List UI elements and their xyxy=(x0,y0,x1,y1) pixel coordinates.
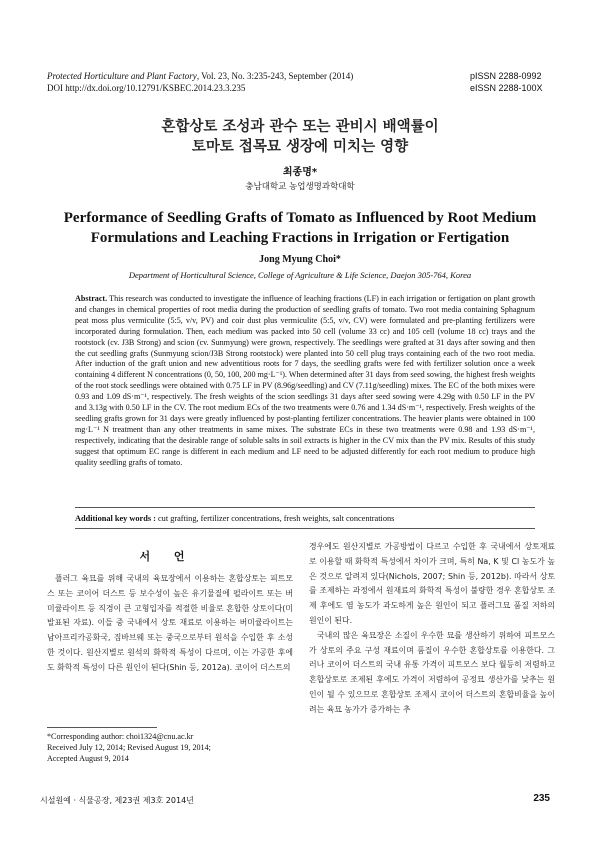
english-author: Jong Myung Choi* xyxy=(259,254,341,265)
english-title-line2: Formulations and Leaching Fractions in Irrigation or Fertigation xyxy=(90,230,510,246)
abstract-rule-top xyxy=(75,507,535,508)
korean-title-line2: 토마토 접목묘 생장에 미치는 영향 xyxy=(191,139,409,155)
korean-title xyxy=(40,117,560,157)
korean-title-line1: 혼합상토 조성과 관수 또는 관비시 배액률이 xyxy=(161,119,439,135)
body-paragraph: 경우에도 원산지별로 가공방법이 다르고 수입한 후 국내에서 상토재료로 이용할 때 화학적 특성에서 차이가 크며, 특히 Na, K 및 Cl 농도가 높은 것으로 알려져 있다(Nichols, 2007; Shin 등, 2012b). 따라서 상토를 조제하는 과정에서 원재료의 화학적 특성이 불량한 경우 혼합상토 조제 후에도 염 농도가 과도하게 높은 원인이 되고 플러그묘 품질 저하의 원인이 된다. xyxy=(309,542,555,625)
korean-affiliation: 충남대학교 농업생명과학대학 xyxy=(245,182,355,192)
keywords-text: cut grafting, fertilizer concentrations, fresh weights, salt concentrations xyxy=(155,514,395,523)
journal-name: Protected Horticulture and Plant Factory xyxy=(47,71,197,81)
keywords-label: Additional key words : xyxy=(75,514,156,523)
keywords xyxy=(75,514,545,523)
journal-citation: , Vol. 23, No. 3:235-243, September (2014) xyxy=(196,71,354,81)
body-paragraph: 국내의 많은 육묘장은 소질이 우수한 묘를 생산하기 위하여 피트모스가 상토의 주요 구성 재료이며 품질이 우수한 혼합상토를 이용한다. 그러나 코이어 더스트의 국내 유통 가격이 피트모스 보다 월등히 저렴하고 혼합상토로 조제된 후에도 가격이 저렴하여 공정묘 생산가를 낮추는 원인이 될 수 있으므로 혼합상토 조제시 코이어 더스트의 혼합비율을 높이려는 육묘 농가가 증가하는 추 xyxy=(309,630,555,714)
doi-link[interactable]: DOI http://dx.doi.org/10.12791/KSBEC.2014.23.3.235 xyxy=(47,83,246,93)
accepted-date: Accepted August 9, 2014 xyxy=(47,754,129,763)
english-title-line1: Performance of Seedling Grafts of Tomato as Influenced by Root Medium xyxy=(63,210,537,226)
abstract-rule-bottom xyxy=(75,528,535,529)
body-column-left xyxy=(47,572,293,676)
eissn: eISSN 2288-100X xyxy=(470,83,543,93)
received-dates: Received July 12, 2014; Revised August 19, 2014; xyxy=(47,743,211,752)
section-heading-introduction: 서 언 xyxy=(139,550,195,563)
english-affiliation: Department of Horticultural Science, College of Agriculture & Life Science, Daejon 305-764, Korea xyxy=(128,270,472,280)
english-title xyxy=(40,208,560,248)
korean-author: 최종명* xyxy=(282,167,318,178)
issn-block xyxy=(470,70,560,94)
page-number: 235 xyxy=(533,793,550,804)
footnote-rule xyxy=(47,727,157,728)
journal-header xyxy=(47,70,407,94)
corresponding-author: *Corresponding author: choi1324@cnu.ac.kr xyxy=(47,732,194,741)
abstract-text: This research was conducted to investigate the influence of leaching fractions (LF) in each irrigation or fertigation on plant growth and changes in chemical properties of root media during the production of seedling grafts of tomato. Two root media containing Sphagnum peat moss plus vermiculite (5:5, v/v, PV) and coir dust plus vermiculite (5:5, v/v, CV) were formulated and pre-planting fertilizers were incorporated during formulation. Then, each medium was packed into 50 cell (volume 33 cc) and 105 cell (volume 18 cc) trays and the rootstock (cv. J3B Strong) and scion (cv. Sunmyung) were grown, respectively. The seedlings were grafted at 31 days after sowing and then the cut seedling grafts (Sunmyung scion/J3B Strong rootstock) were planted into 50 cell plug trays containing each of the two root media. After induction of the graft union and new adventitious roots for 7 days, the seedling grafts were fed with fertilizer solution once a week containing 4 different N concentrations (0, 50, 100, 200 mg·L⁻¹). When determined after 31 days from seed sowing, the highest fresh weights of the root stock seedlings were obtained with 0.75 LF in PV (8.96g/seedling) and CV (7.11g/seedling) mixes. The EC of the both mixes were 0.93 and 1.09 dS·m⁻¹, respectively. The fresh weights of the scion seedlings 31 days after seed sowing were 4.29g with 0.50 LF in the PV and 3.13g with 0.50 LF in the CV. The root medium ECs of the two treatments were 0.76 and 1.34 dS·m⁻¹, respectively. Fresh weights of the seedling grafts grown for 31 days were greatly influenced by post-planting fertilizer concentrations. The heavier plants were obtained in 100 mg·L⁻¹ N treatment than any other treatments in same mixes. The substrate ECs in these two treatments were 0.98 and 1.93 dS·m⁻¹, respectively, indicating that the desirable range of soluble salts in soil extracts is higher in the CV mix than the PV mix. Results of this study suggest that optimum EC range is different in each medium and LF need to be adjusted differently for each root medium to produce high quality seedling grafts of tomato. xyxy=(75,294,535,467)
body-column-right xyxy=(309,540,555,718)
pissn: pISSN 2288-0992 xyxy=(470,71,542,81)
footnote xyxy=(47,731,293,764)
abstract xyxy=(75,294,535,469)
footer-journal: 시설원예 · 식물공장, 제23권 제3호 2014년 xyxy=(40,796,194,805)
abstract-label: Abstract. xyxy=(75,294,108,303)
body-paragraph: 플러그 육묘를 위해 국내의 육묘장에서 이용하는 혼합상토는 피트모스 또는 코이어 더스트 등 보수성이 높은 유기물질에 펄라이트 또는 버미큘라이트 등 직경이 큰 고형입자를 적절한 비율로 혼합한 상토이다(미 발표된 자료). 이들 중 국내에서 상토 재료로 이용하는 버미큘라이트는 남아프리카공화국, 짐바브웨 또는 중국으로부터 원석을 수입한 후 소성한 것이다. 원산지별로 원석의 화학적 특성이 다르며, 이는 가공한 후에도 화학적 특성이 다른 원인이 된다(Shin 등, 2012a). 코이어 더스트의 xyxy=(47,574,293,672)
